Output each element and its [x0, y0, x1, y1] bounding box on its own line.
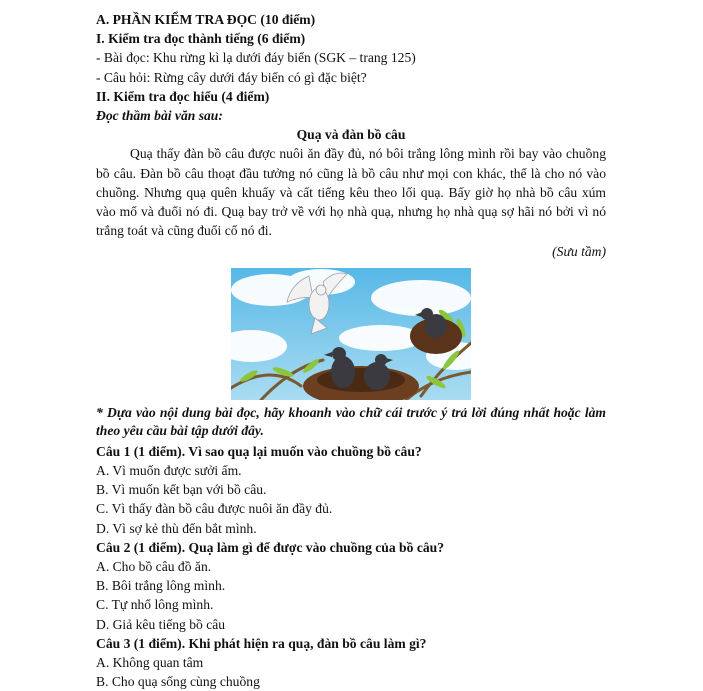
crow-and-pigeons-illustration [231, 268, 471, 400]
part1-reading: - Bài đọc: Khu rừng kì lạ dưới đáy biển (SGK – trang 125) [96, 50, 416, 66]
part1-question: - Câu hỏi: Rừng cây dưới đáy biển có gì đặc biệt? [96, 69, 367, 85]
story-body: Quạ thấy đàn bồ câu được nuôi ăn đầy đủ, nó bôi trắng lông mình rồi bay vào chuồng bồ câu. Đàn bồ câu thoạt đầu tưởng nó cũng là bồ câu như mọi con khác, thế là cho nó vào chuồng. Nhưng quạ quên khuấy và cất tiếng kêu theo lối quạ. Bấy giờ họ nhà bồ câu xúm vào mổ và đuổi nó đi. Quạ bay trở về với họ nhà quạ, nhưng họ nhà quạ sợ hãi nó bởi vì nó trắng toát và cũng đuổi cổ nó đi. [96, 146, 606, 239]
story-title: Quạ và đàn bồ câu [296, 127, 406, 143]
question-2-option-c: C. Tự nhổ lông mình. [96, 597, 214, 613]
worksheet-page [96, 10, 606, 691]
question-1-option-d: D. Vì sợ kẻ thù đến bắt mình. [96, 520, 257, 536]
question-2-option-a: A. Cho bồ câu đồ ăn. [96, 559, 212, 575]
question-1-option-c: C. Vì thấy đàn bồ câu được nuôi ăn đầy đủ. [96, 501, 333, 517]
task-instruction: * Dựa vào nội dung bài đọc, hãy khoanh vào chữ cái trước ý trả lời đúng nhất hoặc làm theo yêu cầu bài tập dưới đây. [96, 404, 606, 439]
question-3-option-a: A. Không quan tâm [96, 655, 204, 671]
section-a-title: A. PHẦN KIỂM TRA ĐỌC (10 điểm) [96, 12, 316, 27]
question-3-option-b: B. Cho quạ sống cùng chuồng [96, 674, 260, 690]
part1-title: I. Kiểm tra đọc thành tiếng (6 điểm) [96, 31, 306, 47]
question-3: Câu 3 (1 điểm). Khi phát hiện ra quạ, đàn bồ câu làm gì? [96, 635, 427, 651]
question-1-option-b: B. Vì muốn kết bạn với bồ câu. [96, 482, 267, 498]
story-source: (Sưu tầm) [552, 244, 606, 260]
question-1-option-a: A. Vì muốn được sưởi ấm. [96, 463, 242, 479]
question-2: Câu 2 (1 điểm). Quạ làm gì để được vào chuồng của bồ câu? [96, 539, 445, 555]
question-1: Câu 1 (1 điểm). Vì sao quạ lại muốn vào chuồng bồ câu? [96, 443, 422, 459]
part2-title: II. Kiểm tra đọc hiểu (4 điểm) [96, 88, 270, 104]
part2-instruction: Đọc thầm bài văn sau: [96, 108, 223, 124]
question-2-option-d: D. Giả kêu tiếng bồ câu [96, 616, 226, 632]
question-2-option-b: B. Bôi trắng lông mình. [96, 578, 226, 594]
